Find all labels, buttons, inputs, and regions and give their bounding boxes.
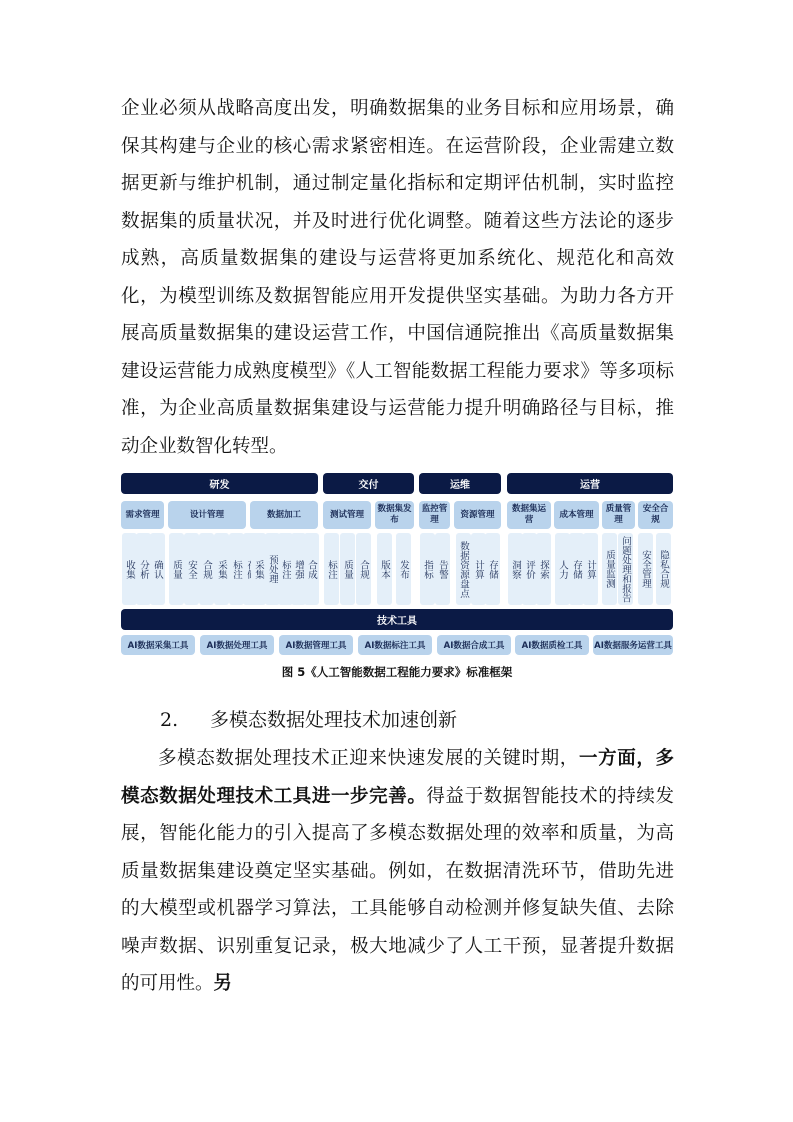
sub-resource: 资源管理 (454, 501, 501, 529)
paragraph-2 (121, 740, 674, 1003)
framework-figure (121, 473, 673, 656)
leaf-item: 隐私合规 (656, 533, 671, 605)
tool-item: AI数据标注工具 (358, 635, 432, 655)
leaf-item: 问题处理和报告 (618, 533, 633, 605)
sub-release: 数据集发布 (375, 501, 414, 529)
leaf-item: 存储 (485, 533, 500, 605)
tool-item: AI数据质检工具 (515, 635, 589, 655)
leaf-item: 采集 (251, 533, 266, 605)
tool-item: AI数据合成工具 (437, 635, 511, 655)
sub-requirement: 需求管理 (121, 501, 164, 529)
phase-delivery: 交付 (323, 473, 414, 494)
para2-rest: 得益于数据智能技术的持续发展，智能化能力的引入提高了多模态数据处理的效率和质量，为高质量数据集建设奠定坚实基础。例如，在数据清洗环节，借助先进的大模型或机器学习算法，工具能够自动检测并修复缺失值、去除噪声数据、识别重复记录，极大地减少了人工干预，显著提升数据的可用性。 (121, 785, 674, 994)
leaf-item: 告警 (435, 533, 450, 605)
sub-test: 测试管理 (323, 501, 371, 529)
leaf-item: 人力 (555, 533, 570, 605)
para2-lead: 多模态数据处理技术正迎来快速发展的关键时期， (158, 748, 579, 769)
section-number: 2. (160, 709, 179, 731)
leaf-item: 增强 (291, 533, 306, 605)
leaf-item: 质量 (340, 533, 355, 605)
sub-cost: 成本管理 (554, 501, 599, 529)
leaf-item: 合规 (356, 533, 371, 605)
tool-item: AI数据服务运营工具 (593, 635, 673, 655)
sub-processing: 数据加工 (250, 501, 318, 529)
leaf-item: 分析 (136, 533, 151, 605)
leaf-item: 版本 (377, 533, 392, 605)
phase-ops: 运维 (419, 473, 501, 494)
paragraph-1: 企业必须从战略高度出发，明确数据集的业务目标和应用场景，确保其构建与企业的核心需求紧密相连。在运营阶段，企业需建立数据更新与维护机制，通过制定量化指标和定期评估机制，实时监控数据集的质量状况，并及时进行优化调整。随着这些方法论的逐步成熟，高质量数据集的建设与运营将更加系统化、规范化和高效化，为模型训练及数据智能应用开发提供坚实基础。为助力各方开展高质量数据集的建设运营工作，中国信通院推出《高质量数据集建设运营能力成熟度模型》《人工智能数据工程能力要求》等多项标准，为企业高质量数据集建设与运营能力提升明确路径与目标，推动企业数智化转型。 (121, 98, 674, 457)
leaf-item: 预处理 (265, 533, 280, 605)
leaf-item: 质量监测 (602, 533, 617, 605)
leaf-item: 质量 (169, 533, 184, 605)
leaf-item: 洞察 (508, 533, 523, 605)
leaf-item: 存储 (569, 533, 584, 605)
tool-item: AI数据处理工具 (200, 635, 274, 655)
sub-monitor: 监控管理 (419, 501, 450, 529)
leaf-item: 计算 (471, 533, 486, 605)
sub-quality: 质量管理 (602, 501, 635, 529)
para2-tail: 另 (213, 973, 233, 994)
figure-caption: 图 5《人工智能数据工程能力要求》标准框架 (281, 665, 513, 679)
tool-item: AI数据管理工具 (279, 635, 353, 655)
section-title: 多模态数据处理技术加速创新 (210, 709, 458, 731)
tool-item: AI数据采集工具 (121, 635, 195, 655)
leaf-item: 安全管理 (638, 533, 653, 605)
leaf-item: 采集 (214, 533, 229, 605)
leaf-item: 标注 (229, 533, 244, 605)
leaf-item: 标注 (278, 533, 293, 605)
phase-operation: 运营 (507, 473, 673, 494)
leaf-item: 计算 (583, 533, 598, 605)
leaf-item: 收集 (122, 533, 137, 605)
leaf-item: 合规 (199, 533, 214, 605)
sub-security: 安全合规 (638, 501, 673, 529)
leaf-item: 发布 (396, 533, 411, 605)
sub-design: 设计管理 (168, 501, 246, 529)
leaf-item: 安全 (184, 533, 199, 605)
leaf-item: 数据资源盘点 (456, 533, 471, 605)
leaf-item: 确认 (150, 533, 165, 605)
leaf-item: 指标 (420, 533, 435, 605)
sub-dataset-operation: 数据集运营 (507, 501, 551, 529)
phase-rd: 研发 (121, 473, 318, 494)
section-heading (160, 705, 457, 732)
leaf-item: 标注 (324, 533, 339, 605)
para2-bold: 一方面，多模态数据处理技术工具进一步完善。 (121, 748, 674, 807)
tech-tools-bar: 技术工具 (121, 609, 673, 630)
leaf-item: 探索 (536, 533, 551, 605)
leaf-item: 合成 (304, 533, 319, 605)
leaf-item: 评价 (522, 533, 537, 605)
